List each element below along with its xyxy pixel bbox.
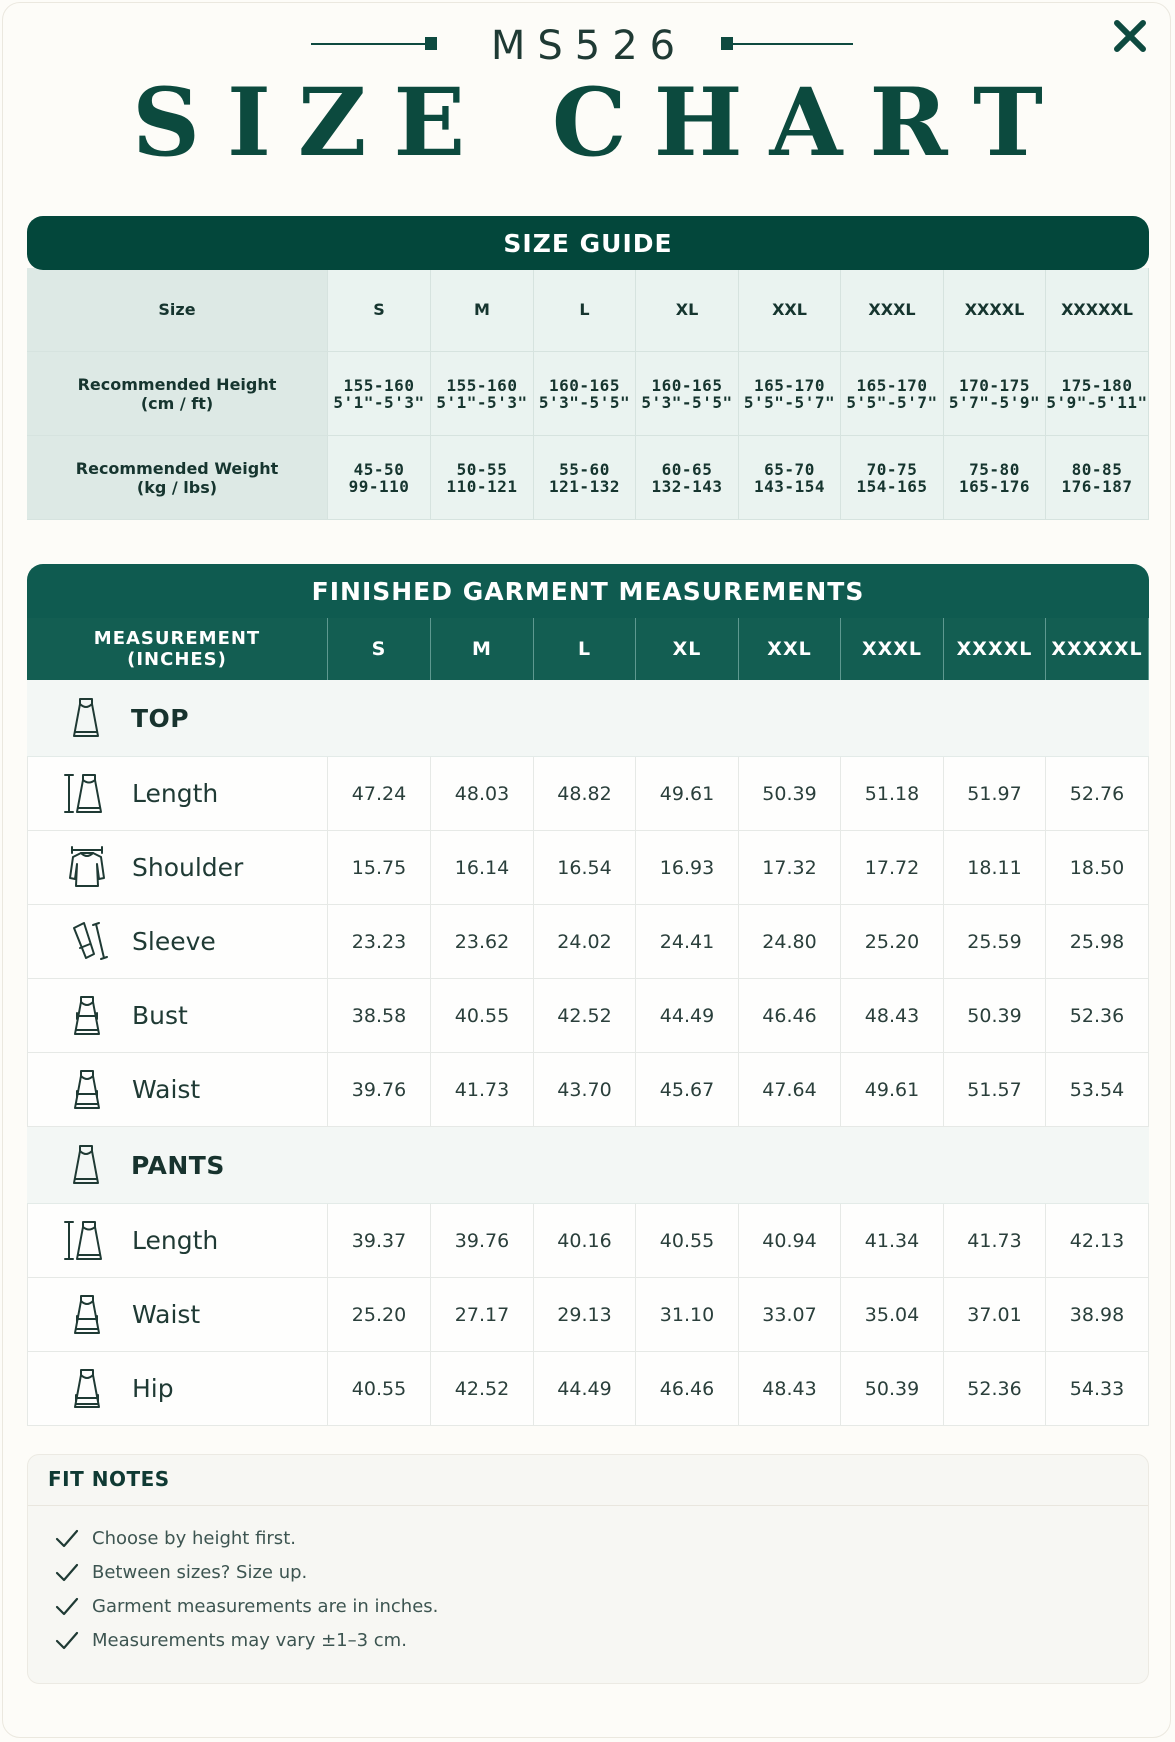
measurement-value: 42.13 [1046, 1204, 1149, 1278]
section-pants [27, 1127, 1149, 1204]
measurement-value: 44.49 [534, 1352, 636, 1426]
garment-header-row [27, 618, 1149, 680]
measurement-name: Shoulder [132, 853, 244, 882]
measurement-label-waist [27, 1053, 328, 1127]
weight-row-label: Recommended Weight (kg / lbs) [27, 436, 328, 520]
measurement-label-shoulder [27, 831, 328, 905]
measurement-name: Bust [132, 1001, 188, 1030]
measurement-value: 53.54 [1046, 1053, 1149, 1127]
hip-icon [62, 1365, 112, 1413]
size-header-xxxxxl: XXXXXL [1046, 268, 1149, 352]
measurement-value: 51.57 [944, 1053, 1046, 1127]
fit-notes-divider [28, 1505, 1148, 1506]
measurement-name: Waist [132, 1075, 201, 1104]
fit-note-item [54, 1523, 296, 1553]
measurement-value: 42.52 [534, 979, 636, 1053]
garment-body [27, 680, 1149, 1426]
measurement-label-waist [27, 1278, 328, 1352]
size-guide-grid [27, 268, 1149, 520]
decor-square-left [425, 37, 437, 50]
size-header-l: L [534, 268, 636, 352]
measurement-value: 48.43 [739, 1352, 841, 1426]
fit-note-text: Measurements may vary ±1–3 cm. [92, 1629, 407, 1651]
size-header-s: S [328, 268, 431, 352]
measurement-name: Length [132, 779, 219, 808]
measurement-name: Waist [132, 1300, 201, 1329]
measurement-value: 24.02 [534, 905, 636, 979]
length-icon [62, 770, 112, 818]
measurement-value: 29.13 [534, 1278, 636, 1352]
section-rows-top [27, 757, 1149, 1127]
measurement-value: 24.41 [636, 905, 739, 979]
measurement-value: 38.98 [1046, 1278, 1149, 1352]
measurement-value: 48.03 [431, 757, 534, 831]
size-header-xl: XL [636, 268, 739, 352]
measurement-value: 45.67 [636, 1053, 739, 1127]
fit-note-text: Garment measurements are in inches. [92, 1595, 439, 1617]
size-guide-table [27, 216, 1149, 520]
measurement-value: 41.73 [431, 1053, 534, 1127]
measurement-value: 27.17 [431, 1278, 534, 1352]
measurement-value: 39.37 [328, 1204, 431, 1278]
measurement-value: 17.72 [841, 831, 944, 905]
measurement-value: 24.80 [739, 905, 841, 979]
fit-notes-title: FIT NOTES [48, 1467, 170, 1491]
waist-icon [62, 1291, 112, 1339]
length-icon [62, 1217, 112, 1265]
measurement-value: 42.52 [431, 1352, 534, 1426]
measurement-name: Hip [132, 1374, 174, 1403]
measurement-value: 47.64 [739, 1053, 841, 1127]
weight-value-xxxxxl: 80-85 176-187 [1046, 436, 1149, 520]
measurement-value: 25.98 [1046, 905, 1149, 979]
page-title: SIZE CHART [132, 68, 1070, 178]
size-guide-banner: SIZE GUIDE [27, 216, 1149, 270]
fit-notes-panel [27, 1454, 1149, 1684]
measurement-value: 40.55 [636, 1204, 739, 1278]
garment-measurements-table [27, 564, 1149, 1426]
measurement-label-hip [27, 1352, 328, 1426]
garment-size-header-m: M [431, 618, 534, 680]
measurement-value: 15.75 [328, 831, 431, 905]
measurement-value: 25.59 [944, 905, 1046, 979]
measurement-value: 49.61 [841, 1053, 944, 1127]
size-header-xxxxl: XXXXL [944, 268, 1046, 352]
fit-note-item [54, 1557, 307, 1587]
measurement-value: 48.82 [534, 757, 636, 831]
measurement-value: 49.61 [636, 757, 739, 831]
model-header [0, 22, 1175, 70]
height-value-l: 160-165 5'3"-5'5" [534, 352, 636, 436]
measurement-value: 25.20 [841, 905, 944, 979]
height-value-xxl: 165-170 5'5"-5'7" [739, 352, 841, 436]
measurement-value: 50.39 [841, 1352, 944, 1426]
measurement-value: 33.07 [739, 1278, 841, 1352]
measurement-value: 16.54 [534, 831, 636, 905]
section-title: TOP [131, 703, 190, 733]
decor-line-left [311, 43, 431, 45]
measurement-value: 41.34 [841, 1204, 944, 1278]
garment-size-header-xxxxl: XXXXL [944, 618, 1046, 680]
garment-size-header-s: S [328, 618, 431, 680]
measurement-value: 40.16 [534, 1204, 636, 1278]
measurement-value: 51.18 [841, 757, 944, 831]
measurement-value: 40.55 [328, 1352, 431, 1426]
check-icon [54, 1527, 80, 1549]
pants-garment-icon [61, 1141, 111, 1189]
measurement-value: 47.24 [328, 757, 431, 831]
weight-value-m: 50-55 110-121 [431, 436, 534, 520]
measurement-value: 40.94 [739, 1204, 841, 1278]
measurement-value: 35.04 [841, 1278, 944, 1352]
measurement-value: 25.20 [328, 1278, 431, 1352]
size-header-xxxl: XXXL [841, 268, 944, 352]
measurement-value: 41.73 [944, 1204, 1046, 1278]
measurement-value: 39.76 [328, 1053, 431, 1127]
garment-size-header-xxxl: XXXL [841, 618, 944, 680]
fit-note-item [54, 1625, 407, 1655]
model-code: MS526 [490, 23, 688, 69]
measurement-value: 51.97 [944, 757, 1046, 831]
measurement-value: 23.23 [328, 905, 431, 979]
weight-value-xxxl: 70-75 154-165 [841, 436, 944, 520]
measurement-value: 43.70 [534, 1053, 636, 1127]
measurement-value: 17.32 [739, 831, 841, 905]
weight-value-xxl: 65-70 143-154 [739, 436, 841, 520]
measurement-value: 38.58 [328, 979, 431, 1053]
measurement-name: Length [132, 1226, 219, 1255]
measurement-value: 52.36 [1046, 979, 1149, 1053]
measurement-value: 44.49 [636, 979, 739, 1053]
section-rows-pants [27, 1204, 1149, 1426]
fit-note-text: Choose by height first. [92, 1527, 296, 1549]
waist-icon [62, 1066, 112, 1114]
measurement-value: 40.55 [431, 979, 534, 1053]
shoulder-icon [62, 844, 112, 892]
height-value-xxxl: 165-170 5'5"-5'7" [841, 352, 944, 436]
size-header-xxl: XXL [739, 268, 841, 352]
measurement-value: 46.46 [739, 979, 841, 1053]
garment-size-header-l: L [534, 618, 636, 680]
garment-size-header-xxl: XXL [739, 618, 841, 680]
close-button[interactable] [1108, 14, 1152, 58]
measurement-value: 52.36 [944, 1352, 1046, 1426]
measurement-value: 54.33 [1046, 1352, 1149, 1426]
size-header-label: Size [27, 268, 328, 352]
measurement-value: 18.11 [944, 831, 1046, 905]
check-icon [54, 1561, 80, 1583]
measurement-label-bust [27, 979, 328, 1053]
height-value-m: 155-160 5'1"-5'3" [431, 352, 534, 436]
measurement-value: 50.39 [739, 757, 841, 831]
check-icon [54, 1595, 80, 1617]
fit-note-item [54, 1591, 438, 1621]
garment-size-header-xxxxxl: XXXXXL [1046, 618, 1149, 680]
measurement-name: Sleeve [132, 927, 216, 956]
height-value-xxxxxl: 175-180 5'9"-5'11" [1046, 352, 1149, 436]
height-value-xxxxl: 170-175 5'7"-5'9" [944, 352, 1046, 436]
weight-value-s: 45-50 99-110 [328, 436, 431, 520]
decor-square-right [721, 37, 733, 50]
close-icon [1108, 14, 1152, 58]
measurement-header-label: MEASUREMENT (INCHES) [27, 618, 328, 680]
height-value-xl: 160-165 5'3"-5'5" [636, 352, 739, 436]
measurement-value: 31.10 [636, 1278, 739, 1352]
height-row-label: Recommended Height (cm / ft) [27, 352, 328, 436]
measurement-label-length [27, 1204, 328, 1278]
measurement-value: 16.93 [636, 831, 739, 905]
height-value-s: 155-160 5'1"-5'3" [328, 352, 431, 436]
garment-size-header-xl: XL [636, 618, 739, 680]
measurement-value: 18.50 [1046, 831, 1149, 905]
garment-banner: FINISHED GARMENT MEASUREMENTS [27, 564, 1149, 618]
measurement-value: 37.01 [944, 1278, 1046, 1352]
sleeve-icon [62, 918, 112, 966]
measurement-value: 39.76 [431, 1204, 534, 1278]
decor-line-right [733, 43, 853, 45]
bust-icon [62, 992, 112, 1040]
size-header-m: M [431, 268, 534, 352]
section-top [27, 680, 1149, 757]
check-icon [54, 1629, 80, 1651]
weight-value-xxxxl: 75-80 165-176 [944, 436, 1046, 520]
measurement-label-sleeve [27, 905, 328, 979]
measurement-value: 48.43 [841, 979, 944, 1053]
measurement-value: 23.62 [431, 905, 534, 979]
weight-value-xl: 60-65 132-143 [636, 436, 739, 520]
measurement-label-length [27, 757, 328, 831]
measurement-value: 50.39 [944, 979, 1046, 1053]
measurement-value: 46.46 [636, 1352, 739, 1426]
top-garment-icon [61, 694, 111, 742]
section-title: PANTS [131, 1150, 225, 1180]
fit-note-text: Between sizes? Size up. [92, 1561, 308, 1583]
measurement-value: 52.76 [1046, 757, 1149, 831]
measurement-value: 16.14 [431, 831, 534, 905]
weight-value-l: 55-60 121-132 [534, 436, 636, 520]
